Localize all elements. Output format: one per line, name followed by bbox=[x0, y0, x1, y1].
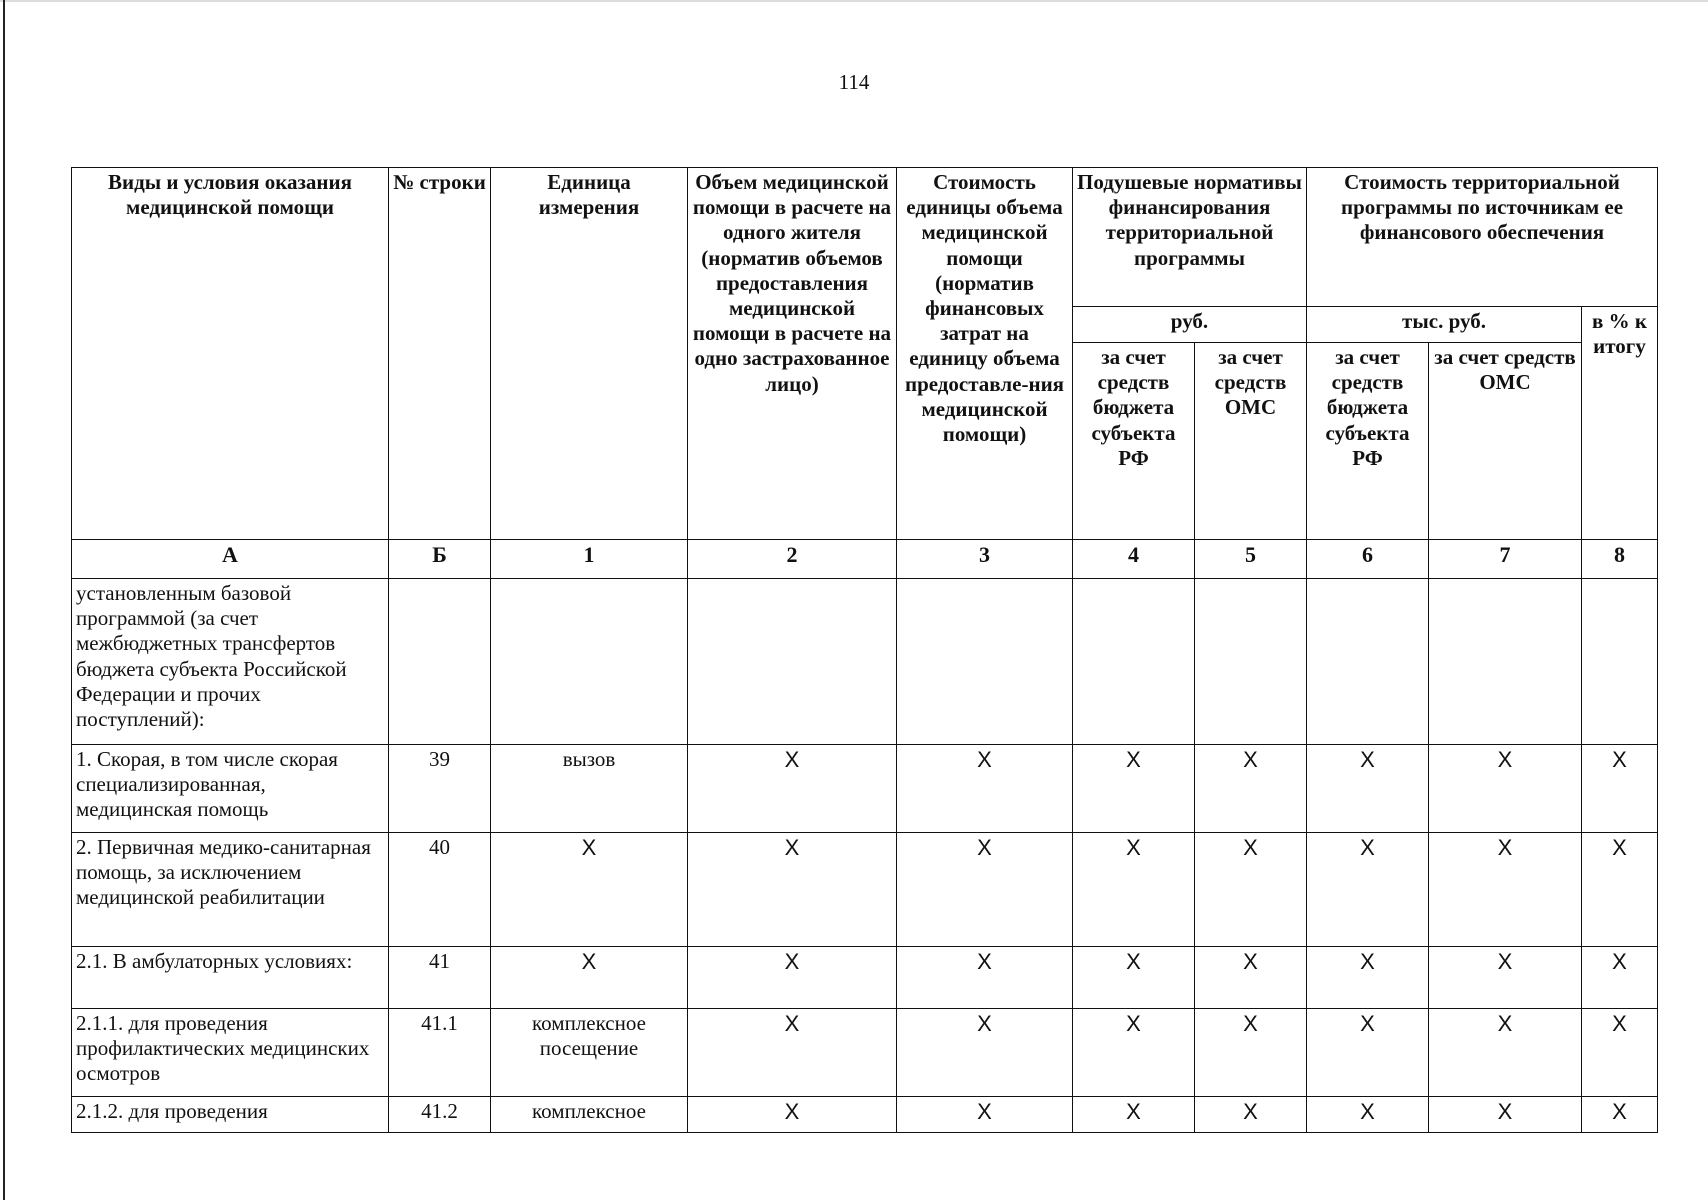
row-value: Х bbox=[1307, 745, 1429, 833]
row-number: 40 bbox=[389, 833, 491, 947]
header-unit-cost: Стоимость единицы объема медицинской помощи (норматив финансовых затрат на единицу объема предоставле-ния медицинской помощи) bbox=[897, 168, 1073, 540]
table-row bbox=[72, 947, 1658, 1009]
row-unit: комплексное bbox=[491, 1097, 688, 1133]
index-cell: 6 bbox=[1307, 540, 1429, 579]
row-value: Х bbox=[1582, 745, 1658, 833]
table-header bbox=[72, 168, 1658, 540]
row-value: Х bbox=[1307, 947, 1429, 1009]
index-cell: А bbox=[72, 540, 389, 579]
row-value: Х bbox=[688, 1009, 897, 1097]
row-unit bbox=[491, 579, 688, 745]
row-unit: Х bbox=[491, 947, 688, 1009]
header-rub: руб. bbox=[1073, 307, 1307, 343]
row-name: установленным базовой программой (за счет межбюджетных трансфертов бюджета субъекта Российской Федерации и прочих поступлений): bbox=[72, 579, 389, 745]
row-number: 41 bbox=[389, 947, 491, 1009]
row-value: Х bbox=[688, 833, 897, 947]
table-row bbox=[72, 1097, 1658, 1133]
row-value: Х bbox=[1429, 833, 1582, 947]
row-value: Х bbox=[1195, 745, 1307, 833]
index-cell: 3 bbox=[897, 540, 1073, 579]
row-value bbox=[1307, 579, 1429, 745]
row-value: Х bbox=[1195, 947, 1307, 1009]
index-cell: 8 bbox=[1582, 540, 1658, 579]
row-value: Х bbox=[1307, 1097, 1429, 1133]
row-value: Х bbox=[1307, 833, 1429, 947]
row-value: Х bbox=[1429, 745, 1582, 833]
row-value: Х bbox=[1582, 1097, 1658, 1133]
row-value: Х bbox=[1073, 745, 1195, 833]
row-value: Х bbox=[1073, 833, 1195, 947]
table-row bbox=[72, 745, 1658, 833]
row-unit: Х bbox=[491, 833, 688, 947]
row-unit: комплексное посещение bbox=[491, 1009, 688, 1097]
row-name: 2.1. В амбулаторных условиях: bbox=[72, 947, 389, 1009]
row-value bbox=[688, 579, 897, 745]
index-cell: Б bbox=[389, 540, 491, 579]
index-cell: 7 bbox=[1429, 540, 1582, 579]
header-percent-of-total: в % к итогу bbox=[1582, 307, 1658, 540]
row-value: Х bbox=[897, 1009, 1073, 1097]
row-name: 2. Первичная медико-санитарная помощь, за исключением медицинской реабилитации bbox=[72, 833, 389, 947]
row-value: Х bbox=[897, 947, 1073, 1009]
header-per-capita-group: Подушевые нормативы финансирования территориальной программы bbox=[1073, 168, 1307, 307]
row-value bbox=[1582, 579, 1658, 745]
row-value: Х bbox=[1582, 947, 1658, 1009]
row-value bbox=[897, 579, 1073, 745]
header-oms-rub: за счет средств ОМС bbox=[1195, 343, 1307, 540]
row-value: Х bbox=[897, 745, 1073, 833]
row-value: Х bbox=[1307, 1009, 1429, 1097]
row-value: Х bbox=[1195, 1009, 1307, 1097]
row-value: Х bbox=[897, 1097, 1073, 1133]
row-value: Х bbox=[1073, 947, 1195, 1009]
table-row bbox=[72, 579, 1658, 745]
page-number: 114 bbox=[838, 70, 870, 94]
row-name: 2.1.1. для проведения профилактических медицинских осмотров bbox=[72, 1009, 389, 1097]
header-program-cost-group: Стоимость территориальной программы по источникам ее финансового обеспечения bbox=[1307, 168, 1658, 307]
header-kind-of-care: Виды и условия оказания медицинской помощи bbox=[72, 168, 389, 540]
row-value: Х bbox=[1195, 833, 1307, 947]
index-cell: 5 bbox=[1195, 540, 1307, 579]
index-cell: 4 bbox=[1073, 540, 1195, 579]
row-number: 39 bbox=[389, 745, 491, 833]
row-name: 1. Скорая, в том числе скорая специализированная, медицинская помощь bbox=[72, 745, 389, 833]
column-index-row bbox=[72, 540, 1658, 579]
header-thousand-rub: тыс. руб. bbox=[1307, 307, 1582, 343]
row-value: Х bbox=[1073, 1009, 1195, 1097]
financing-table bbox=[71, 167, 1658, 1133]
row-number: 41.2 bbox=[389, 1097, 491, 1133]
header-budget-rub: за счет средств бюджета субъекта РФ bbox=[1073, 343, 1195, 540]
row-unit: вызов bbox=[491, 745, 688, 833]
table-row bbox=[72, 833, 1658, 947]
row-value: Х bbox=[1429, 947, 1582, 1009]
row-value: Х bbox=[688, 947, 897, 1009]
row-value bbox=[1195, 579, 1307, 745]
index-cell: 1 bbox=[491, 540, 688, 579]
row-value: Х bbox=[688, 745, 897, 833]
row-value: Х bbox=[1429, 1009, 1582, 1097]
header-oms-thousand: за счет средств ОМС bbox=[1429, 343, 1582, 540]
header-budget-thousand: за счет средств бюджета субъекта РФ bbox=[1307, 343, 1429, 540]
row-value: Х bbox=[1429, 1097, 1582, 1133]
row-value: Х bbox=[1073, 1097, 1195, 1133]
row-value bbox=[1429, 579, 1582, 745]
index-cell: 2 bbox=[688, 540, 897, 579]
row-value: Х bbox=[1582, 1009, 1658, 1097]
row-name: 2.1.2. для проведения bbox=[72, 1097, 389, 1133]
row-value: Х bbox=[897, 833, 1073, 947]
header-unit: Единица измерения bbox=[491, 168, 688, 540]
table-row bbox=[72, 1009, 1658, 1097]
row-value bbox=[1073, 579, 1195, 745]
row-value: Х bbox=[1195, 1097, 1307, 1133]
header-volume: Объем медицинской помощи в расчете на одного жителя (норматив объемов предоставления медицинской помощи в расчете на одно застрахованное лицо) bbox=[688, 168, 897, 540]
header-row-number: № строки bbox=[389, 168, 491, 540]
row-number: 41.1 bbox=[389, 1009, 491, 1097]
row-value: Х bbox=[688, 1097, 897, 1133]
scan-edge-top bbox=[0, 0, 1708, 2]
scan-edge-left bbox=[3, 0, 5, 1200]
row-value: Х bbox=[1582, 833, 1658, 947]
row-number bbox=[389, 579, 491, 745]
